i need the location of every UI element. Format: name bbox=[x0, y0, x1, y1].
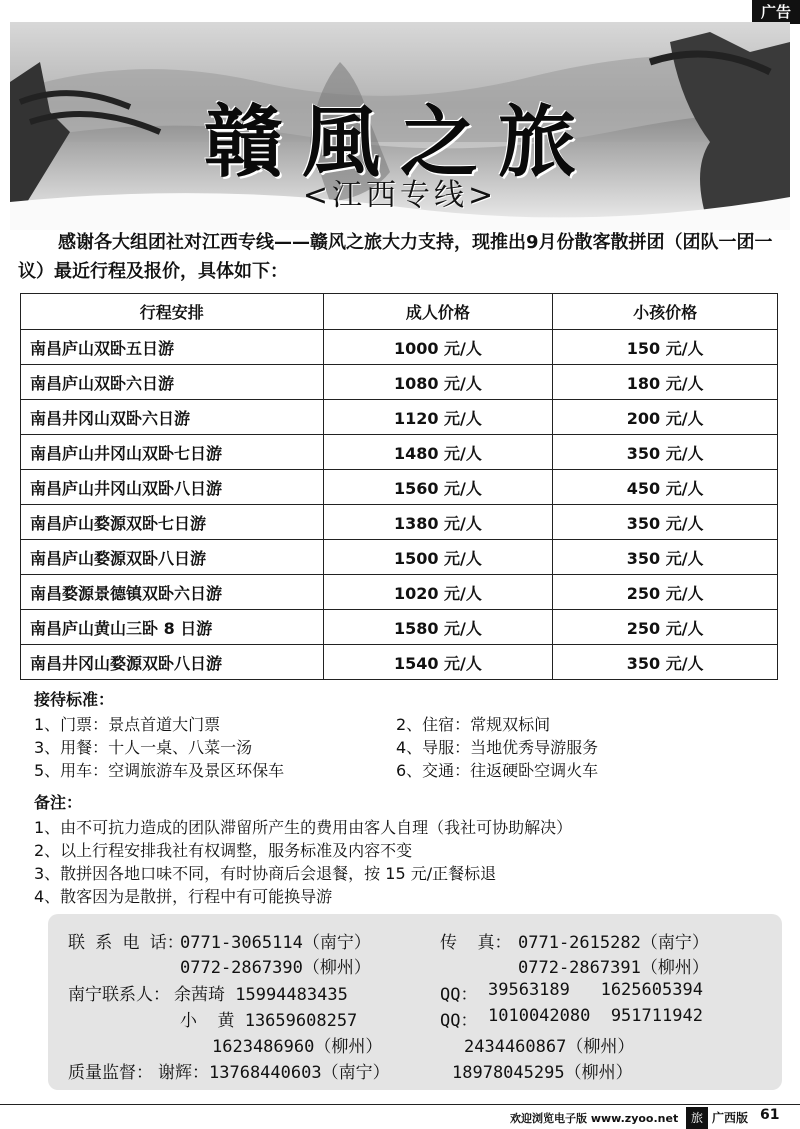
route-name: 南昌井冈山双卧六日游 bbox=[21, 400, 324, 435]
contact-person-2: 小 黄 13659608257 bbox=[180, 1011, 358, 1031]
phone-liuzhou: 0772-2867390（柳州） bbox=[180, 958, 371, 978]
child-price: 350 元/人 bbox=[553, 505, 778, 540]
header-itinerary: 行程安排 bbox=[21, 294, 324, 330]
phone-label: 联 系 电 话： bbox=[68, 933, 184, 953]
qq-label-2: QQ： bbox=[440, 1011, 478, 1031]
ad-label: 广告 bbox=[752, 0, 800, 24]
list-item bbox=[34, 713, 734, 736]
logo-icon: 旅 bbox=[686, 1107, 708, 1129]
adult-price: 1480 元/人 bbox=[323, 435, 553, 470]
note-item: 3、散拼因各地口味不同，有时协商后会退餐，按 15 元/正餐标退 bbox=[34, 864, 497, 883]
route-name: 南昌婺源景德镇双卧六日游 bbox=[21, 575, 324, 610]
table-row bbox=[21, 540, 778, 575]
table-row bbox=[21, 645, 778, 680]
page-number: 61 bbox=[760, 1107, 780, 1123]
header-child-price: 小孩价格 bbox=[553, 294, 778, 330]
child-price: 350 元/人 bbox=[553, 435, 778, 470]
child-price: 350 元/人 bbox=[553, 540, 778, 575]
table-row bbox=[21, 330, 778, 365]
note-item: 2、以上行程安排我社有权调整，服务标准及内容不变 bbox=[34, 841, 413, 860]
fax-label: 传 真： bbox=[440, 933, 512, 953]
adult-price: 1380 元/人 bbox=[323, 505, 553, 540]
route-name: 南昌井冈山婺源双卧八日游 bbox=[21, 645, 324, 680]
table-row bbox=[21, 575, 778, 610]
supervisor-contact: 谢辉：13768440603（南宁） bbox=[158, 1063, 390, 1083]
itinerary-table bbox=[20, 293, 778, 680]
table-row bbox=[21, 610, 778, 645]
table-header-row bbox=[21, 294, 778, 330]
notes-list bbox=[34, 816, 774, 908]
route-name: 南昌庐山黄山三卧 8 日游 bbox=[21, 610, 324, 645]
page-footer bbox=[0, 1098, 800, 1129]
fax-nanning: 0771-2615282（南宁） bbox=[518, 933, 709, 953]
adult-price: 1080 元/人 bbox=[323, 365, 553, 400]
standard-item: 5、用车：空调旅游车及景区环保车 bbox=[34, 761, 285, 780]
table-row bbox=[21, 365, 778, 400]
table-row bbox=[21, 400, 778, 435]
footer-divider bbox=[0, 1104, 800, 1105]
child-price: 180 元/人 bbox=[553, 365, 778, 400]
qq-label-1: QQ： bbox=[440, 985, 478, 1005]
route-name: 南昌庐山婺源双卧七日游 bbox=[21, 505, 324, 540]
table-row bbox=[21, 470, 778, 505]
child-price: 250 元/人 bbox=[553, 610, 778, 645]
standard-item: 4、导服：当地优秀导游服务 bbox=[396, 738, 599, 757]
phone-nanning: 0771-3065114（南宁） bbox=[180, 933, 371, 953]
notes-title: 备注： bbox=[34, 793, 83, 812]
intro-paragraph: 感谢各大组团社对江西专线——赣风之旅大力支持，现推出9月份散客散拼团（团队一团一议）最近行程及报价，具体如下： bbox=[18, 232, 773, 282]
qq-numbers-1: 39563189 1625605394 bbox=[488, 980, 703, 1000]
standards-title: 接待标准： bbox=[34, 690, 115, 709]
note-item: 1、由不可抗力造成的团队滞留所产生的费用由客人自理（我社可协助解决） bbox=[34, 818, 573, 837]
supervisor-liuzhou: 18978045295（柳州） bbox=[452, 1063, 633, 1083]
contact-box bbox=[48, 914, 782, 1090]
standard-item: 3、用餐：十人一桌、八菜一汤 bbox=[34, 738, 253, 757]
child-price: 250 元/人 bbox=[553, 575, 778, 610]
route-name: 南昌庐山双卧六日游 bbox=[21, 365, 324, 400]
standards-list bbox=[34, 713, 734, 782]
fax-liuzhou: 0772-2867391（柳州） bbox=[518, 958, 709, 978]
adult-price: 1020 元/人 bbox=[323, 575, 553, 610]
contact-person-1: 余茜琦 15994483435 bbox=[174, 985, 348, 1005]
list-item bbox=[34, 736, 734, 759]
adult-price: 1540 元/人 bbox=[323, 645, 553, 680]
child-price: 200 元/人 bbox=[553, 400, 778, 435]
standard-item: 2、住宿：常规双标间 bbox=[396, 715, 551, 734]
header-adult-price: 成人价格 bbox=[323, 294, 553, 330]
adult-price: 1580 元/人 bbox=[323, 610, 553, 645]
footer-welcome: 欢迎浏览电子版 www.zyoo.net bbox=[510, 1112, 679, 1125]
adult-price: 1000 元/人 bbox=[323, 330, 553, 365]
adult-price: 1560 元/人 bbox=[323, 470, 553, 505]
table-row bbox=[21, 505, 778, 540]
table-row bbox=[21, 435, 778, 470]
child-price: 150 元/人 bbox=[553, 330, 778, 365]
list-item bbox=[34, 759, 734, 782]
qq-number-3: 2434460867（柳州） bbox=[464, 1037, 635, 1057]
standard-item: 1、门票：景点首道大门票 bbox=[34, 715, 221, 734]
child-price: 450 元/人 bbox=[553, 470, 778, 505]
footer-edition: 广西版 bbox=[712, 1111, 749, 1125]
adult-price: 1500 元/人 bbox=[323, 540, 553, 575]
route-name: 南昌庐山婺源双卧八日游 bbox=[21, 540, 324, 575]
supervision-label: 质量监督： bbox=[68, 1063, 153, 1083]
route-name: 南昌庐山双卧五日游 bbox=[21, 330, 324, 365]
standard-item: 6、交通：往返硬卧空调火车 bbox=[396, 761, 599, 780]
route-name: 南昌庐山井冈山双卧七日游 bbox=[21, 435, 324, 470]
route-name: 南昌庐山井冈山双卧八日游 bbox=[21, 470, 324, 505]
adult-price: 1120 元/人 bbox=[323, 400, 553, 435]
nanning-contact-label: 南宁联系人： bbox=[68, 985, 170, 1005]
child-price: 350 元/人 bbox=[553, 645, 778, 680]
banner-title: 贛風之旅 bbox=[203, 97, 596, 188]
banner bbox=[10, 22, 790, 230]
qq-numbers-2: 1010042080 951711942 bbox=[488, 1006, 703, 1026]
contact-person-2-liuzhou: 1623486960（柳州） bbox=[212, 1037, 383, 1057]
note-item: 4、散客因为是散拼，行程中有可能换导游 bbox=[34, 887, 333, 906]
banner-subtitle: <江西专线> bbox=[302, 178, 498, 213]
